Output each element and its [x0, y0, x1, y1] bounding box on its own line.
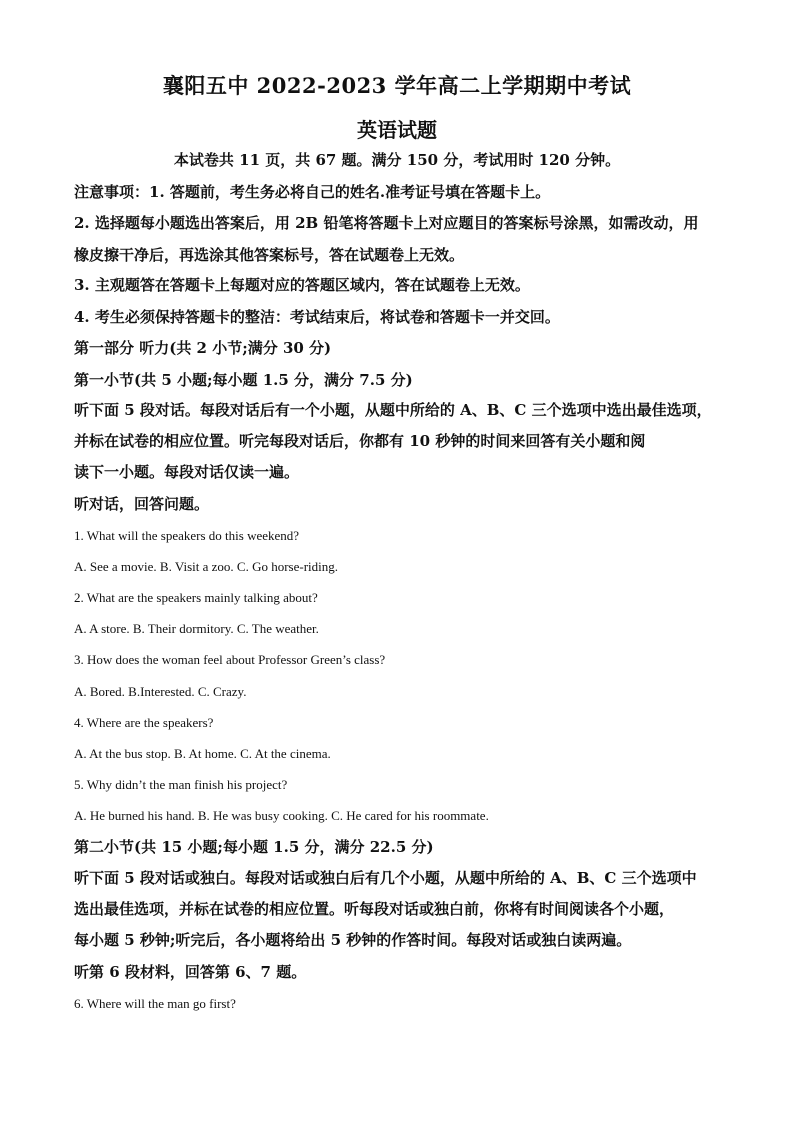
subject-title: 英语试题: [357, 118, 437, 142]
question-3: 3. How does the woman feel about Professor Green’s class?: [74, 652, 386, 667]
note-1: 注意事项：1. 答题前，考生务必将自己的姓名.准考证号填在答题卡上。: [74, 183, 551, 201]
exam-title: 襄阳五中 2022-2023 学年高二上学期期中考试: [162, 73, 632, 98]
question-5-options: A. He burned his hand. B. He was busy cooking. C. He cared for his roommate.: [74, 808, 489, 823]
section1-heading: 第一小节(共 5 小题;每小题 1.5 分，满分 7.5 分): [74, 371, 413, 389]
question-2-options: A. A store. B. Their dormitory. C. The weather.: [74, 621, 319, 636]
section1-prompt: 听对话，回答问题。: [74, 495, 210, 513]
section2-heading: 第二小节(共 15 小题;每小题 1.5 分，满分 22.5 分): [74, 838, 434, 856]
note-3: 3. 主观题答在答题卡上每题对应的答题区域内，答在试题卷上无效。: [74, 276, 530, 294]
note-4: 4. 考生必须保持答题卡的整洁：考试结束后，将试卷和答题卡一并交回。: [74, 308, 560, 326]
section2-material: 听第 6 段材料，回答第 6、7 题。: [74, 963, 307, 981]
question-2: 2. What are the speakers mainly talking about?: [74, 590, 318, 605]
section2-instructions-2: 选出最佳选项，并标在试卷的相应位置。听每段对话或独白前，你将有时间阅读各个小题，: [74, 900, 675, 918]
question-4-options: A. At the bus stop. B. At home. C. At the cinema.: [74, 746, 331, 761]
section2-instructions-3: 每小题 5 秒钟;听完后，各小题将给出 5 秒钟的作答时间。每段对话或独白读两遍。: [74, 931, 632, 949]
section1-instructions-3: 读下一小题。每段对话仅读一遍。: [74, 463, 300, 481]
section1-instructions-2: 并标在试卷的相应位置。听完每段对话后，你都有 10 秒钟的时间来回答有关小题和阅: [74, 432, 646, 450]
question-6: 6. Where will the man go first?: [74, 996, 236, 1011]
note-2: 2. 选择题每小题选出答案后，用 2B 铅笔将答题卡上对应题目的答案标号涂黑，如需改动，用: [74, 214, 699, 232]
question-1: 1. What will the speakers do this weekend?: [74, 528, 300, 543]
question-3-options: A. Bored. B.Interested. C. Crazy.: [74, 684, 247, 699]
question-1-options: A. See a movie. B. Visit a zoo. C. Go horse-riding.: [74, 559, 338, 574]
question-4: 4. Where are the speakers?: [74, 715, 214, 730]
exam-info: 本试卷共 11 页，共 67 题。满分 150 分，考试用时 120 分钟。: [173, 151, 621, 169]
question-5: 5. Why didn’t the man finish his project?: [74, 777, 288, 792]
section2-instructions-1: 听下面 5 段对话或独白。每段对话或独白后有几个小题，从题中所给的 A、B、C 三个选项中: [74, 869, 697, 887]
part1-heading: 第一部分 听力(共 2 小节;满分 30 分): [74, 339, 332, 357]
note-2-cont: 橡皮擦干净后，再选涂其他答案标号，答在试题卷上无效。: [74, 246, 465, 264]
section1-instructions-1: 听下面 5 段对话。每段对话后有一个小题，从题中所给的 A、B、C 三个选项中选出最佳选项，: [74, 401, 712, 419]
